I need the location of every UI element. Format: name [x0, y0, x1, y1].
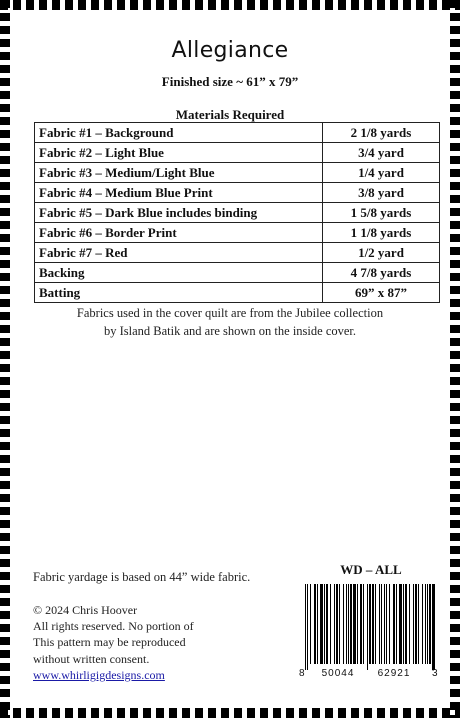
barcode-bar: [367, 584, 368, 670]
material-qty: 2 1/8 yards: [323, 123, 440, 143]
table-row: [35, 283, 440, 303]
barcode-digit-last: 3: [432, 668, 438, 678]
copyright-line: without written consent.: [33, 651, 150, 666]
barcode-bar: [375, 584, 376, 664]
barcode-bar: [425, 584, 426, 664]
sku-code: WD – ALL: [340, 562, 402, 577]
material-qty: 3/4 yard: [323, 143, 440, 163]
barcode-bar: [343, 584, 344, 664]
barcode-bar: [357, 584, 358, 664]
barcode-bar: [310, 584, 311, 664]
barcode-bar: [336, 584, 338, 664]
barcode-bar: [369, 584, 371, 664]
material-qty: 69” x 87”: [323, 283, 440, 303]
material-item: Batting: [35, 283, 323, 303]
barcode-digits-right: 62921: [377, 668, 411, 678]
copyright-line: This pattern may be reproduced: [33, 635, 186, 650]
pattern-title: Allegiance: [171, 38, 289, 63]
table-row: [35, 163, 440, 183]
barcode-bar: [379, 584, 380, 664]
barcode-bar: [396, 584, 397, 664]
table-row: [35, 223, 440, 243]
barcode-bar: [409, 584, 410, 664]
barcode-bar: [360, 584, 362, 664]
material-item: Fabric #6 – Border Print: [35, 223, 323, 243]
barcode-bar: [350, 584, 352, 664]
barcode-bar: [432, 584, 435, 670]
material-item: Backing: [35, 263, 323, 283]
table-row: [35, 123, 440, 143]
barcode-bar: [393, 584, 395, 664]
barcode-bar: [339, 584, 340, 664]
barcode-bar: [317, 584, 318, 664]
material-qty: 1 5/8 yards: [323, 203, 440, 223]
barcode-bar: [363, 584, 364, 664]
material-qty: 3/8 yard: [323, 183, 440, 203]
barcode-bar: [320, 584, 323, 664]
barcode-bar: [386, 584, 387, 664]
material-item: Fabric #1 – Background: [35, 123, 323, 143]
barcode-bar: [346, 584, 347, 664]
material-qty: 1/2 yard: [323, 243, 440, 263]
copyright-line: © 2024 Chris Hoover: [33, 603, 138, 617]
material-qty: 4 7/8 yards: [323, 263, 440, 283]
barcode-digit-first: 8: [299, 668, 305, 678]
dashed-border-top: [0, 0, 460, 10]
finished-size: Finished size ~ 61” x 79”: [161, 74, 299, 89]
table-row: [35, 183, 440, 203]
barcode-bar: [372, 584, 374, 664]
barcode-bars: [305, 584, 435, 670]
barcode-bar: [422, 584, 423, 664]
barcode-bar: [403, 584, 404, 664]
material-qty: 1 1/8 yards: [323, 223, 440, 243]
barcode-bar: [399, 584, 402, 664]
barcode-bar: [389, 584, 390, 664]
copyright-line: All rights reserved. No portion of: [33, 619, 194, 634]
barcode-bar: [427, 584, 428, 664]
table-row: [35, 243, 440, 263]
barcode-bar: [314, 584, 316, 664]
barcode-bar: [348, 584, 349, 664]
materials-table: [34, 122, 440, 303]
barcode-bar: [326, 584, 328, 664]
copyright-block: [33, 602, 263, 683]
barcode-bar: [353, 584, 356, 664]
dashed-border-bottom: [0, 708, 460, 718]
barcode-bar: [324, 584, 325, 664]
material-item: Fabric #4 – Medium Blue Print: [35, 183, 323, 203]
material-item: Fabric #2 – Light Blue: [35, 143, 323, 163]
website-link[interactable]: www.whirligigdesigns.com: [33, 667, 165, 682]
table-row: [35, 263, 440, 283]
barcode-bar: [305, 584, 306, 670]
barcode: [298, 582, 440, 678]
barcode-bar: [413, 584, 414, 664]
barcode-bar: [415, 584, 417, 664]
barcode-bar: [418, 584, 419, 664]
barcode-bar: [334, 584, 335, 664]
barcode-bar: [429, 584, 431, 664]
table-row: [35, 203, 440, 223]
material-qty: 1/4 yard: [323, 163, 440, 183]
barcode-bar: [405, 584, 407, 664]
barcode-bar: [381, 584, 382, 664]
yardage-note: Fabric yardage is based on 44” wide fabric.: [33, 570, 251, 584]
material-item: Fabric #3 – Medium/Light Blue: [35, 163, 323, 183]
barcode-bar: [384, 584, 385, 664]
materials-heading: Materials Required: [175, 107, 285, 122]
barcode-digits-left: 50044: [321, 668, 355, 678]
material-item: Fabric #7 – Red: [35, 243, 323, 263]
table-row: [35, 143, 440, 163]
note-line: Fabrics used in the cover quilt are from the Jubilee collection: [76, 306, 384, 320]
note-line: by Island Batik and are shown on the inside cover.: [103, 324, 357, 338]
material-item: Fabric #5 – Dark Blue includes binding: [35, 203, 323, 223]
barcode-bar: [307, 584, 308, 670]
fabric-collection-note: [40, 304, 420, 340]
barcode-bar: [330, 584, 331, 664]
